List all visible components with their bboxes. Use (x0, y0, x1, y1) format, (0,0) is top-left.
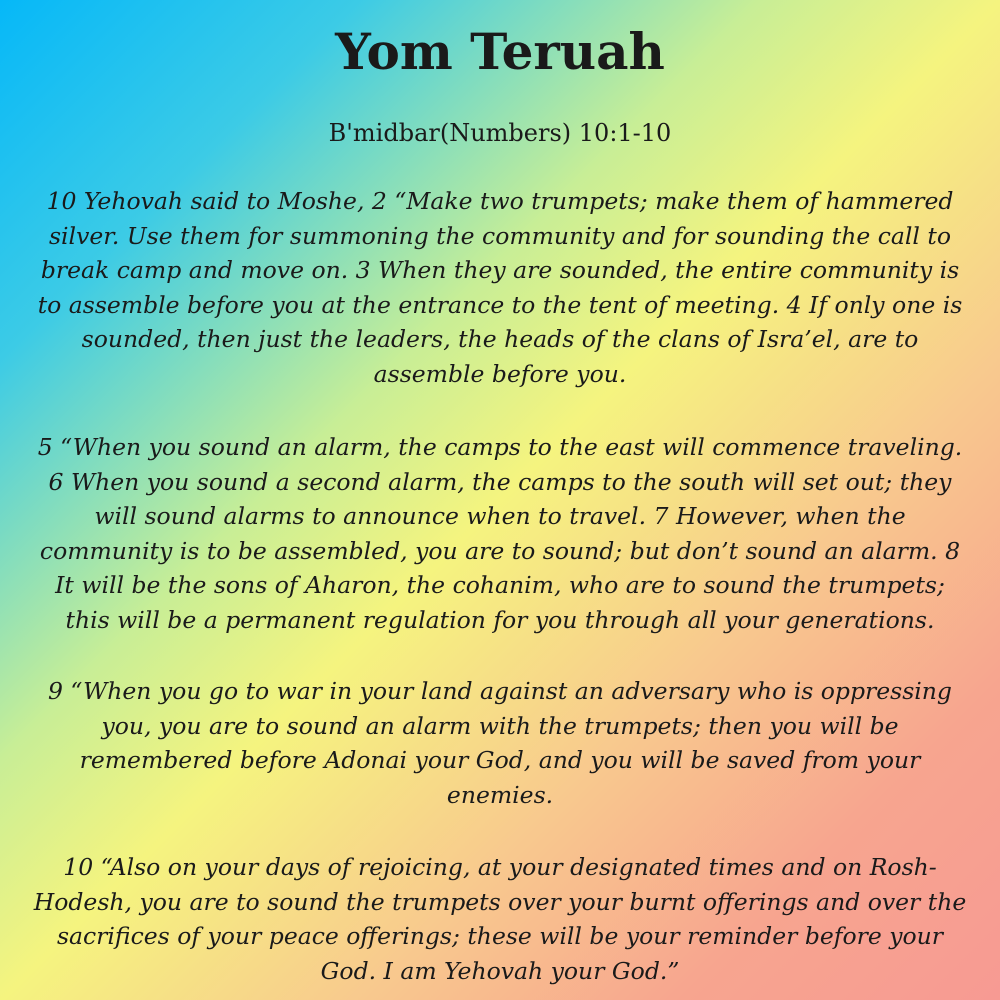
page-title: Yom Teruah (335, 22, 665, 81)
verse-paragraph-3: 9 “When you go to war in your land against an adversary who is oppressing you, you are to sound an alarm with the trumpets; then you will be remembered before Adonai your God, and you will be saved from your enemies. (48, 677, 952, 809)
verse-paragraph-1: 10 Yehovah said to Moshe, 2 “Make two trumpets; make them of hammered silver. Use them for summoning the community and for sounding the call to break camp and move on. 3 When they are sounded, the entire community is to assemble before you at the entrance to the tent of meeting. 4 If only one is sounded, then just the leaders, the heads of the clans of Isra’el, are to assemble before you. (37, 187, 963, 388)
verse-paragraph-2: 5 “When you sound an alarm, the camps to the east will commence traveling. 6 When you sound a second alarm, the camps to the south will set out; they will sound alarms to announce when to travel. 7 However, when the community is to be assembled, you are to sound; but don’t sound an alarm. 8 It will be the sons of Aharon, the cohanim, who are to sound the trumpets; this will be a permanent regulation for you through all your generations. (37, 433, 963, 634)
scripture-reference: B'midbar(Numbers) 10:1-10 (328, 119, 672, 147)
verse-paragraph-4: 10 “Also on your days of rejoicing, at your designated times and on Rosh-Hodesh, you are to sound the trumpets over your burnt offerings and over the sacrifices of your peace offerings; these will be your reminder before your God. I am Yehovah your God.” (33, 853, 967, 985)
